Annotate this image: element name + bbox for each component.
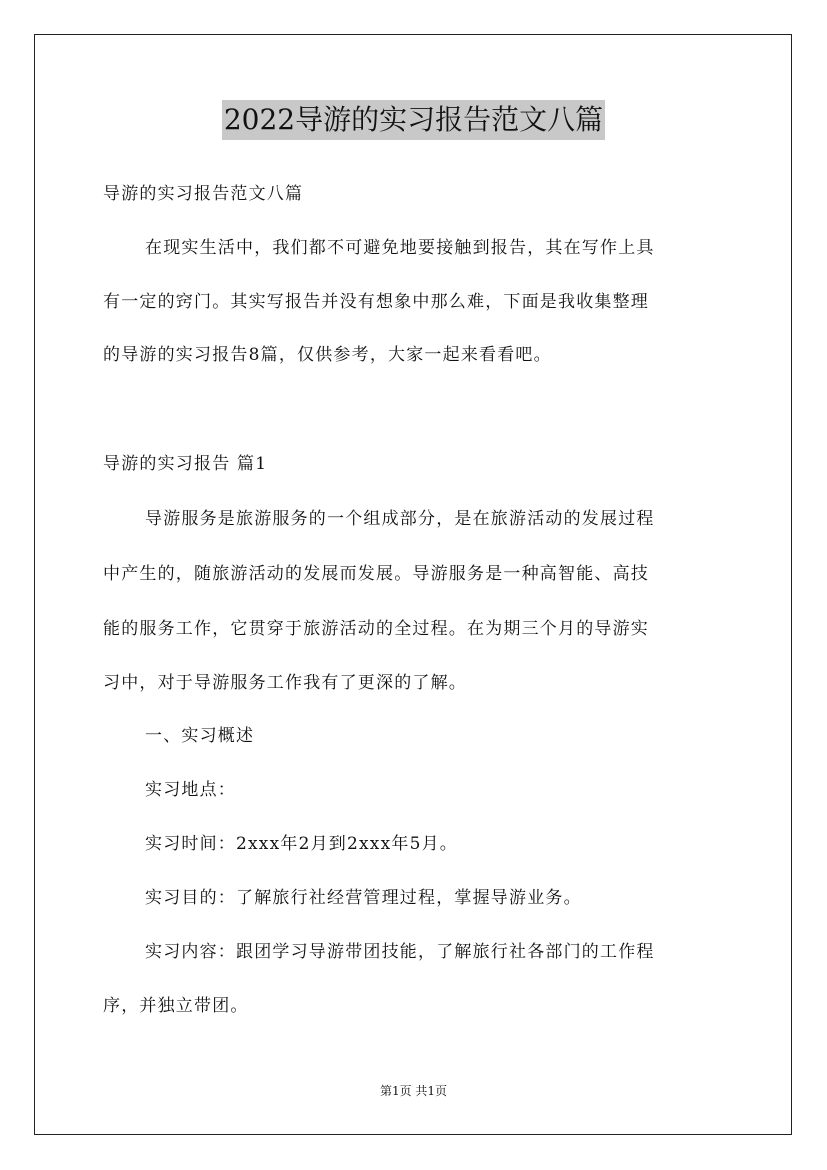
internship-content-line-1: 实习内容：跟团学习导游带团技能，了解旅行社各部门的工作程 (145, 942, 655, 962)
intro-line-3: 的导游的实习报告8篇，仅供参考，大家一起来看看吧。 (103, 345, 552, 365)
page-footer: 第1页 共1页 (379, 1084, 448, 1098)
section-heading: 导游的实习报告 篇1 (103, 454, 268, 474)
body-line-4: 习中，对于导游服务工作我有了更深的了解。 (103, 673, 467, 693)
body-line-3: 能的服务工作，它贯穿于旅游活动的全过程。在为期三个月的导游实 (103, 619, 649, 639)
intro-line-2: 有一定的窍门。其实写报告并没有想象中那么难，下面是我收集整理 (103, 292, 649, 312)
internship-purpose: 实习目的：了解旅行社经营管理过程，掌握导游业务。 (145, 888, 582, 908)
body-line-2: 中产生的，随旅游活动的发展而发展。导游服务是一种高智能、高技 (103, 564, 649, 584)
document-title: 2022导游的实习报告范文八篇 (222, 100, 605, 140)
body-line-1: 导游服务是旅游服务的一个组成部分，是在旅游活动的发展过程 (145, 509, 655, 529)
document-subtitle: 导游的实习报告范文八篇 (103, 184, 304, 204)
overview-heading: 一、实习概述 (145, 726, 255, 746)
internship-content-line-2: 序，并独立带团。 (103, 996, 249, 1016)
internship-time: 实习时间：2xxx年2月到2xxx年5月。 (145, 834, 458, 854)
internship-location: 实习地点： (145, 780, 236, 800)
intro-line-1: 在现实生活中，我们都不可避免地要接触到报告，其在写作上具 (145, 238, 655, 258)
title-container (0, 100, 827, 140)
